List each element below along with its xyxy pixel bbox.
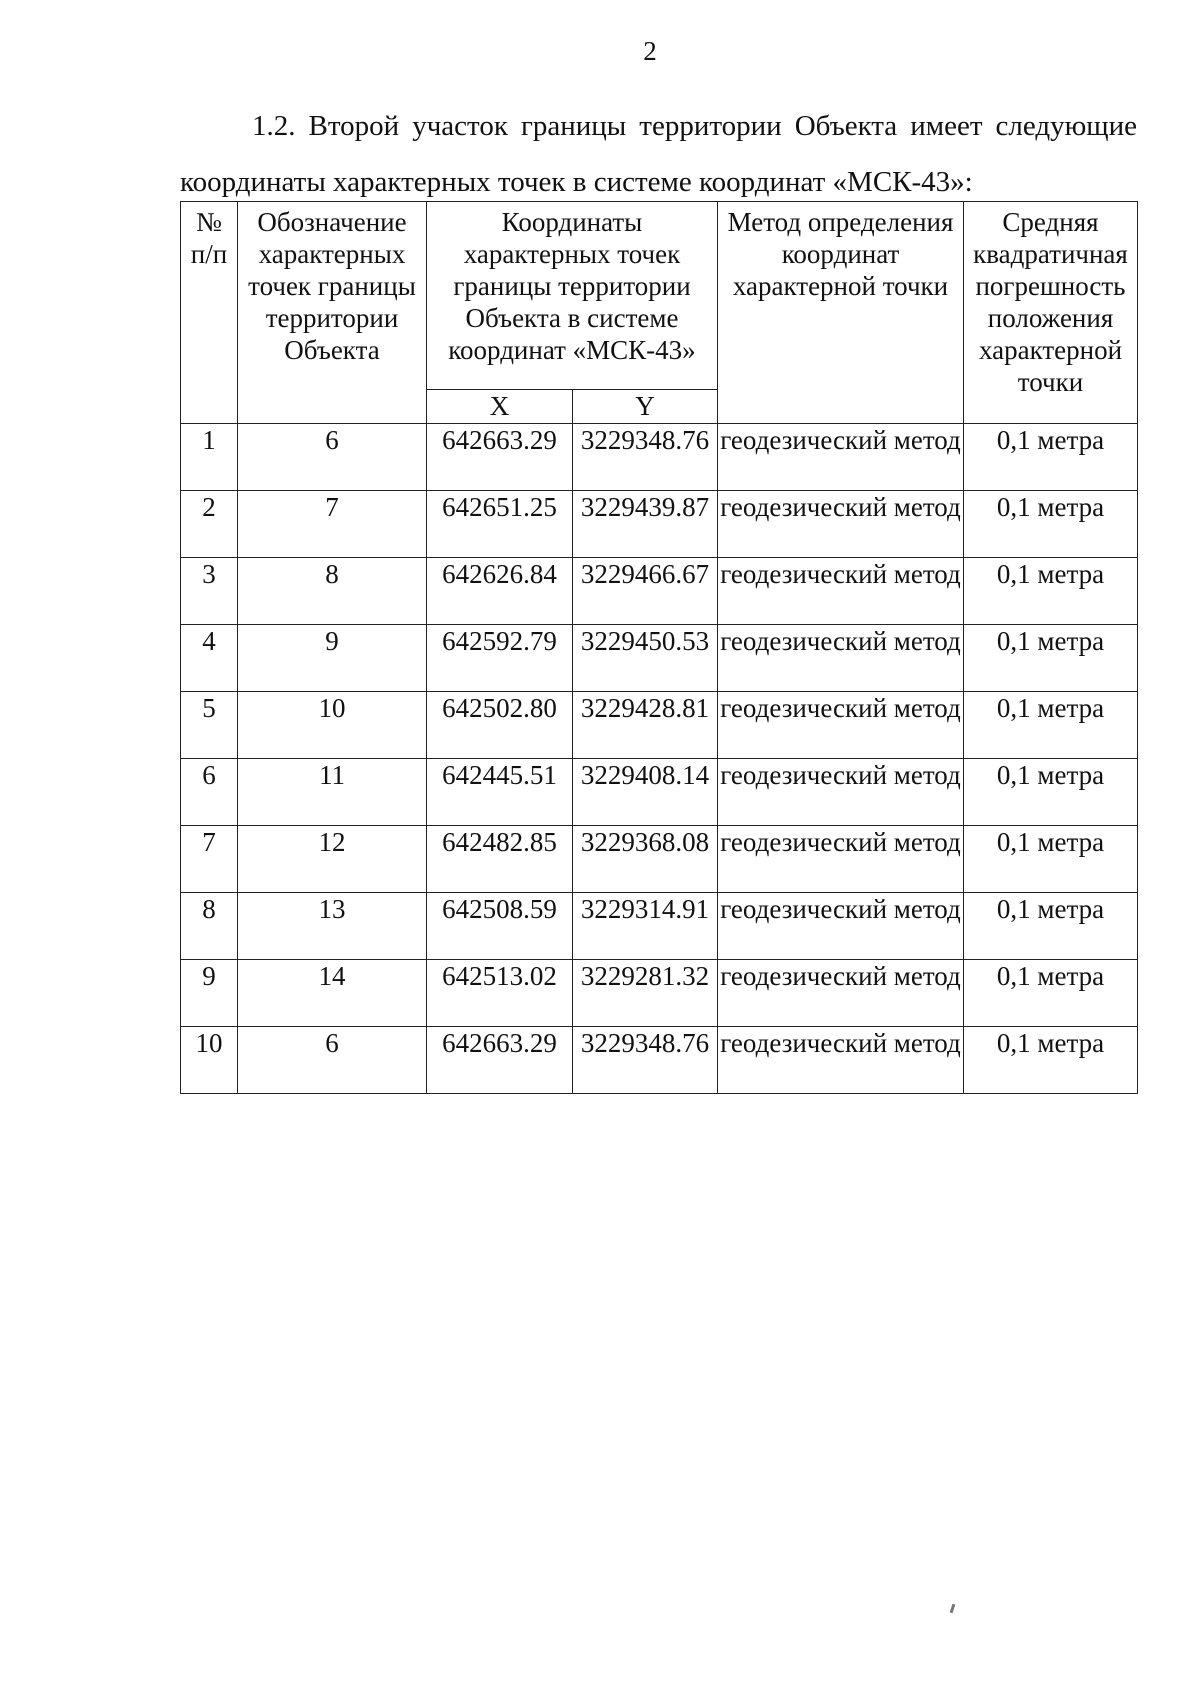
- method-cell: геодезический метод: [718, 893, 964, 960]
- coordinate-x-cell: 642592.79: [427, 625, 573, 692]
- page-number: 2: [643, 36, 657, 66]
- table-row: [181, 558, 1138, 625]
- error-cell: 0,1 метра: [964, 1027, 1138, 1094]
- row-number-cell: 7: [181, 826, 238, 893]
- coordinate-x-cell: 642626.84: [427, 558, 573, 625]
- coordinate-x-cell: 642508.59: [427, 893, 573, 960]
- row-number-cell: 9: [181, 960, 238, 1027]
- point-designation-cell: 13: [238, 893, 427, 960]
- coordinates-table: [180, 201, 1138, 1094]
- coordinate-x-cell: 642663.29: [427, 424, 573, 491]
- method-cell: геодезический метод: [718, 826, 964, 893]
- row-number-cell: 3: [181, 558, 238, 625]
- point-designation-cell: 14: [238, 960, 427, 1027]
- method-cell: геодезический метод: [718, 625, 964, 692]
- method-cell: геодезический метод: [718, 1027, 964, 1094]
- coordinate-x-cell: 642663.29: [427, 1027, 573, 1094]
- coordinate-y-cell: 3229408.14: [573, 759, 718, 826]
- coordinate-y-cell: 3229428.81: [573, 692, 718, 759]
- method-cell: геодезический метод: [718, 424, 964, 491]
- point-designation-cell: 8: [238, 558, 427, 625]
- header-method: Метод определения координат характерной точки: [718, 202, 964, 424]
- point-designation-cell: 11: [238, 759, 427, 826]
- error-cell: 0,1 метра: [964, 692, 1138, 759]
- row-number-cell: 8: [181, 893, 238, 960]
- table-row: [181, 893, 1138, 960]
- point-designation-cell: 10: [238, 692, 427, 759]
- method-cell: геодезический метод: [718, 692, 964, 759]
- row-number-cell: 10: [181, 1027, 238, 1094]
- error-cell: 0,1 метра: [964, 826, 1138, 893]
- error-cell: 0,1 метра: [964, 625, 1138, 692]
- coordinate-x-cell: 642482.85: [427, 826, 573, 893]
- point-designation-cell: 9: [238, 625, 427, 692]
- coordinate-y-cell: 3229314.91: [573, 893, 718, 960]
- table-row: [181, 692, 1138, 759]
- point-designation-cell: 6: [238, 1027, 427, 1094]
- row-number-cell: 4: [181, 625, 238, 692]
- error-cell: 0,1 метра: [964, 893, 1138, 960]
- intro-line-1: 1.2. Второй участок границы территории Объекта имеет следующие: [252, 110, 1137, 142]
- row-number-cell: 6: [181, 759, 238, 826]
- method-cell: геодезический метод: [718, 558, 964, 625]
- coordinate-y-cell: 3229466.67: [573, 558, 718, 625]
- coordinate-y-cell: 3229348.76: [573, 1027, 718, 1094]
- coordinate-y-cell: 3229348.76: [573, 424, 718, 491]
- row-number-cell: 5: [181, 692, 238, 759]
- intro-line-2: координаты характерных точек в системе координат «МСК-43»:: [180, 166, 973, 198]
- table-row: [181, 826, 1138, 893]
- table-row: [181, 424, 1138, 491]
- coordinate-y-cell: 3229450.53: [573, 625, 718, 692]
- intro-paragraph: [180, 98, 1137, 210]
- method-cell: геодезический метод: [718, 960, 964, 1027]
- point-designation-cell: 6: [238, 424, 427, 491]
- coordinate-y-cell: 3229281.32: [573, 960, 718, 1027]
- coordinate-x-cell: 642445.51: [427, 759, 573, 826]
- table-row: [181, 1027, 1138, 1094]
- method-cell: геодезический метод: [718, 759, 964, 826]
- error-cell: 0,1 метра: [964, 960, 1138, 1027]
- coordinate-y-cell: 3229439.87: [573, 491, 718, 558]
- header-designation: Обозначение характерных точек границы территории Объекта: [238, 202, 427, 424]
- coordinate-y-cell: 3229368.08: [573, 826, 718, 893]
- table-row: [181, 625, 1138, 692]
- error-cell: 0,1 метра: [964, 759, 1138, 826]
- table-row: [181, 491, 1138, 558]
- error-cell: 0,1 метра: [964, 424, 1138, 491]
- table-body: [181, 424, 1138, 1094]
- coordinate-x-cell: 642513.02: [427, 960, 573, 1027]
- header-no: № п/п: [181, 202, 238, 424]
- method-cell: геодезический метод: [718, 491, 964, 558]
- table-row: [181, 960, 1138, 1027]
- header-x: X: [427, 390, 573, 424]
- header-error: Средняя квадратичная погрешность положения характерной точки: [964, 202, 1138, 424]
- table-row: [181, 759, 1138, 826]
- point-designation-cell: 12: [238, 826, 427, 893]
- header-coordinates: Координаты характерных точек границы территории Объекта в системе координат «МСК-43»: [427, 202, 718, 390]
- coordinate-x-cell: 642651.25: [427, 491, 573, 558]
- error-cell: 0,1 метра: [964, 491, 1138, 558]
- point-designation-cell: 7: [238, 491, 427, 558]
- row-number-cell: 2: [181, 491, 238, 558]
- stray-mark: [950, 1604, 956, 1613]
- coordinate-x-cell: 642502.80: [427, 692, 573, 759]
- error-cell: 0,1 метра: [964, 558, 1138, 625]
- row-number-cell: 1: [181, 424, 238, 491]
- header-y: Y: [573, 390, 718, 424]
